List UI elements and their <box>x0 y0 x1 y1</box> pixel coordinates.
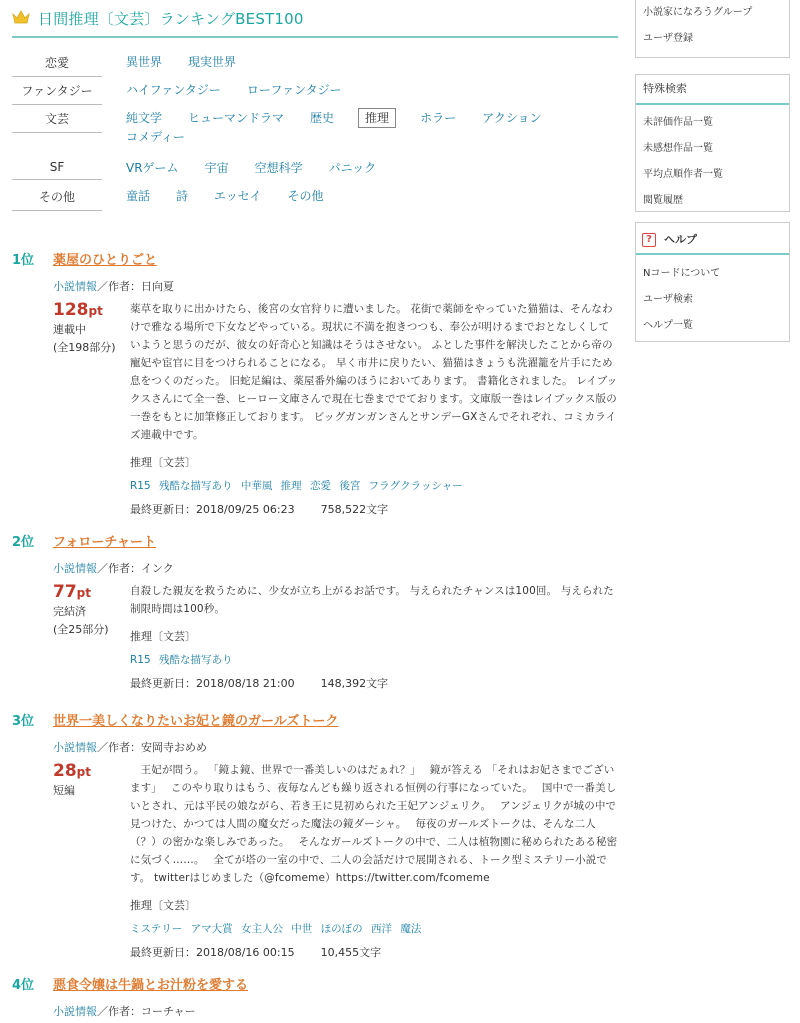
genre-link-isekai[interactable]: 異世界 <box>126 55 163 69</box>
sidebar-link-group[interactable]: 小説家になろうグループ <box>643 7 753 18</box>
genre-link-essay[interactable]: エッセイ <box>214 189 262 203</box>
genre-link-low-fantasy[interactable]: ローファンタジー <box>246 83 342 97</box>
novel-info-link[interactable]: 小説情報 <box>53 562 97 575</box>
serial-status: 連載中 <box>53 323 86 336</box>
genre-link-horror[interactable]: ホラー <box>420 111 457 125</box>
genre-label: 文芸 <box>12 104 102 133</box>
ranking-entry <box>12 531 618 691</box>
part-count: (全25部分) <box>53 623 109 636</box>
genre-tag: 推理〔文芸〕 <box>130 456 196 469</box>
author-name: ／作者：安岡寺おめめ <box>97 741 207 754</box>
genre-link-history[interactable]: 歴史 <box>310 111 335 125</box>
last-updated: 最終更新日：2018/08/18 21:00 <box>130 677 295 690</box>
genre-label: 恋愛 <box>12 48 102 77</box>
synopsis: 薬草を取りに出かけたら、後宮の女官狩りに遭いました。 花街で薬師をやっていた猫猫は、そんなわけで雅なる場所で下女などやっている。現状に不満を抱きつつも、奉公が明けるまでおとなしくしていようと思うのだが、彼女の好奇心と知識はそうはさせない。 ふとした事件を解決したことから帝の寵妃や宦官に目をつけられることになる。 早く市井に戻りたい、猫猫はきょうも洗濯籠を片手にため息をつくのだった。 旧蛇足編は、薬屋番外編のほうにおいてあります。 書籍化されました。 レイブックスさんにて全一巻、ヒーロー文庫さんで現在七巻まででております。文庫版一巻はレイブックス版の一巻をもとに加筆修正しております。 ビッグガンガンさんとサンデーGXさんでそれぞれ、コミカライズ連載中です。 <box>130 303 618 441</box>
synopsis: 王妃が問う。 「鏡よ鏡、世界で一番美しいのはだぁれ？」 鏡が答える 「それはお妃さまでございます」 このやり取りはもう、夜毎なんども繰り返される恒例の行事になっていた。 国中で一番美しいとされ、元は平民の娘ながら、若き王に見初められた王妃アンジェリク。 アンジェリクが城の中で見つけた、かつては人間の魔女だった魔法の鏡ダーシャ。 毎夜のガールズトークは、そんな二人（？）の密かな楽しみであった。 そんなガールズトークの中で、二人は植物園に秘められたある秘密に気づく……。 全てが塔の一室の中で、二人の会話だけで展開される、トーク型ミステリー小説です。 twitterはじめました（@fcomeme）https://twitter.com/fcomeme <box>130 764 618 884</box>
genre-row-other <box>12 182 618 210</box>
synopsis: 自殺した親友を救うために、少女が立ち上がるお話です。 与えられたチャンスは100回。 与えられた制限時間は100秒。 <box>130 585 614 615</box>
author-name: ／作者：日向夏 <box>97 280 174 293</box>
ranking-entry <box>12 974 618 1019</box>
sidebar-link-user-search[interactable]: ユーザ検索 <box>643 294 693 305</box>
keyword-list[interactable]: R15 残酷な描写あり 中華風 推理 恋愛 後宮 フラグクラッシャー <box>130 480 463 492</box>
char-count: 10,455文字 <box>320 946 382 959</box>
page-title: 日間推理〔文芸〕ランキングBEST100 <box>38 9 304 28</box>
rank-label: 2位 <box>12 535 35 550</box>
genre-link-real-world[interactable]: 現実世界 <box>188 55 237 69</box>
genre-link-poetry[interactable]: 詩 <box>176 189 189 203</box>
genre-row-fantasy <box>12 76 618 104</box>
ranking-entry <box>12 710 618 960</box>
genre-label: SF <box>12 154 102 180</box>
keyword-list[interactable]: ミステリー アマ大賞 女主人公 中世 ほのぼの 西洋 魔法 <box>130 923 422 935</box>
genre-link-space[interactable]: 宇宙 <box>204 161 229 175</box>
genre-row-romance <box>12 48 618 76</box>
novel-title-link[interactable]: 薬屋のひとりごと <box>53 253 158 268</box>
genre-link-human-drama[interactable]: ヒューマンドラマ <box>188 111 285 125</box>
sidebar-link-ncode[interactable]: Nコードについて <box>643 268 721 279</box>
rank-label: 3位 <box>12 714 35 729</box>
genre-tag: 推理〔文芸〕 <box>130 630 196 643</box>
genre-table <box>12 48 618 210</box>
genre-link-vr-game[interactable]: VRゲーム <box>126 161 179 175</box>
page-header <box>12 0 618 38</box>
sidebar-link-history[interactable]: 閲覧履歴 <box>643 195 683 206</box>
main-column <box>12 0 618 1018</box>
sidebar-link-unrated[interactable]: 未評価作品一覧 <box>643 117 713 128</box>
points-value: 28pt <box>53 761 91 781</box>
novel-info-link[interactable]: 小説情報 <box>53 1005 97 1018</box>
last-updated: 最終更新日：2018/08/16 00:15 <box>130 946 295 959</box>
char-count: 758,522文字 <box>320 503 389 516</box>
genre-link-other[interactable]: その他 <box>287 189 324 203</box>
special-search-box <box>635 74 790 212</box>
sidebar-link-register[interactable]: ユーザ登録 <box>643 33 693 44</box>
author-name: ／作者：コーチャー <box>97 1005 196 1018</box>
genre-link-high-fantasy[interactable]: ハイファンタジー <box>126 83 221 97</box>
sidebar-top-box <box>635 0 790 58</box>
genre-label: その他 <box>12 182 102 211</box>
genre-link-pure-literature[interactable]: 純文学 <box>126 111 163 125</box>
sidebar-link-avg-score-authors[interactable]: 平均点順作者一覧 <box>643 169 723 180</box>
sidebar-link-no-impressions[interactable]: 未感想作品一覧 <box>643 143 713 154</box>
novel-info-link[interactable]: 小説情報 <box>53 280 97 293</box>
genre-link-fairy-tale[interactable]: 童話 <box>126 189 151 203</box>
serial-status: 完結済 <box>53 605 86 618</box>
rank-label: 1位 <box>12 253 35 268</box>
author-name: ／作者：インク <box>97 562 174 575</box>
genre-row-sf <box>12 154 618 182</box>
genre-label: ファンタジー <box>12 76 102 105</box>
sidebar-link-help-list[interactable]: ヘルプ一覧 <box>643 320 693 331</box>
char-count: 148,392文字 <box>320 677 389 690</box>
novel-title-link[interactable]: 悪食令嬢は牛鍋とお汁粉を愛する <box>53 978 249 993</box>
help-title: ヘルプ <box>664 233 697 246</box>
novel-title-link[interactable]: フォローチャート <box>53 535 156 550</box>
help-box <box>635 222 790 342</box>
part-count: (全198部分) <box>53 341 116 354</box>
novel-info-link[interactable]: 小説情報 <box>53 741 97 754</box>
keyword-list[interactable]: R15 残酷な描写あり <box>130 654 233 666</box>
genre-link-action[interactable]: アクション <box>482 111 542 125</box>
serial-status: 短編 <box>53 784 75 797</box>
genre-row-literature <box>12 104 618 154</box>
genre-tag: 推理〔文芸〕 <box>130 899 196 912</box>
genre-link-mystery-active[interactable]: 推理 <box>358 108 396 128</box>
genre-link-sci-fi[interactable]: 空想科学 <box>254 161 303 175</box>
ranking-entry <box>12 249 618 517</box>
genre-link-panic[interactable]: パニック <box>328 161 377 175</box>
last-updated: 最終更新日：2018/09/25 06:23 <box>130 503 295 516</box>
novel-title-link[interactable]: 世界一美しくなりたいお妃と鏡のガールズトーク <box>53 714 339 729</box>
genre-link-comedy[interactable]: コメディー <box>126 130 186 144</box>
crown-icon <box>12 10 30 24</box>
points-value: 77pt <box>53 582 91 602</box>
help-icon: ? <box>642 233 656 247</box>
rank-label: 4位 <box>12 978 35 993</box>
special-search-title: 特殊検索 <box>636 75 789 105</box>
help-header <box>636 227 789 255</box>
points-value: 128pt <box>53 300 103 320</box>
sidebar <box>635 0 790 342</box>
